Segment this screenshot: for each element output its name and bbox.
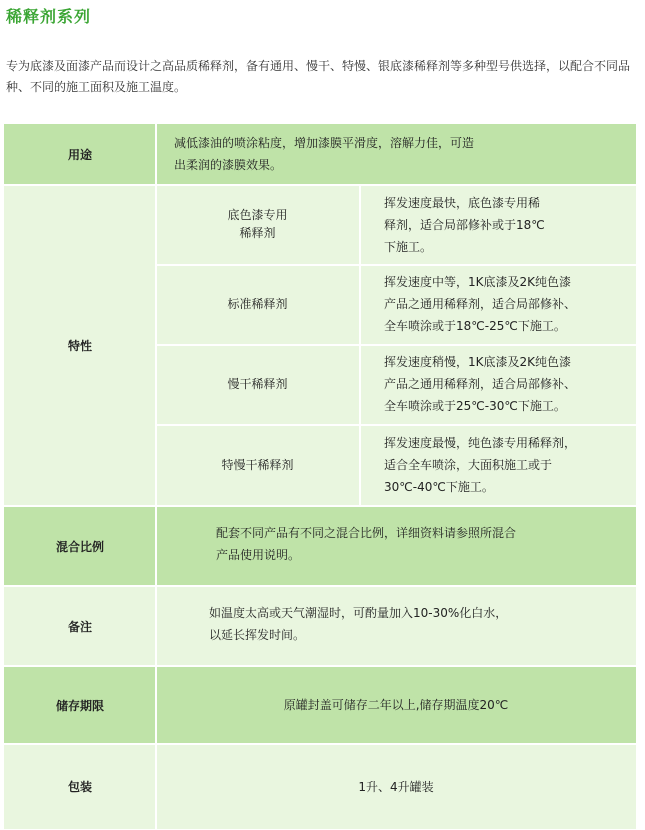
mix-value: 配套不同产品有不同之混合比例，详细资料请参照所混合 产品使用说明。 [216, 526, 517, 562]
property-name-2: 标准稀释剂 [227, 297, 288, 311]
property-name-3: 慢干稀释剂 [227, 377, 288, 391]
property-desc-3: 挥发速度稍慢，1K底漆及2K纯色漆 产品之通用稀释剂，适合局部修补、 全车喷涂或于25℃-30℃下施工。 [384, 355, 577, 413]
remark-value: 如温度太高或天气潮湿时，可酌量加入10-30%化白水， 以延长挥发时间。 [209, 606, 508, 642]
storage-value: 原罐封盖可储存二年以上,储存期温度20℃ [283, 698, 509, 712]
storage-label: 储存期限 [55, 698, 104, 713]
property-name-1: 底色漆专用 稀释剂 [227, 208, 288, 240]
intro-paragraph: 专为底漆及面漆产品而设计之高品质稀释剂，备有通用、慢干、特慢、银底漆稀释剂等多种型号供选择，以配合不同品种、不同的施工面积及施工温度。 [6, 59, 631, 94]
properties-label: 特性 [67, 338, 92, 353]
packaging-value: 1升、4升罐装 [358, 779, 434, 794]
page-title: 稀释剂系列 [6, 7, 92, 26]
mix-label: 混合比例 [55, 539, 104, 554]
property-desc-4: 挥发速度最慢，纯色漆专用稀释剂， 适合全车喷涂，大面积施工或于 30℃-40℃下施工。 [384, 436, 577, 494]
packaging-label: 包装 [67, 780, 92, 794]
property-name-4: 特慢干稀释剂 [221, 458, 294, 472]
usage-value: 减低漆油的喷涂粘度，增加漆膜平滑度，溶解力佳，可造 出柔润的漆膜效果。 [174, 136, 475, 172]
usage-label: 用途 [67, 147, 92, 162]
property-desc-2: 挥发速度中等，1K底漆及2K纯色漆 产品之通用稀释剂，适合局部修补、 全车喷涂或于18℃-25℃下施工。 [384, 275, 577, 333]
spec-table [4, 124, 636, 829]
property-desc-1: 挥发速度最快，底色漆专用稀 释剂，适合局部修补或于18℃ 下施工。 [384, 196, 545, 254]
remark-label: 备注 [67, 619, 92, 634]
